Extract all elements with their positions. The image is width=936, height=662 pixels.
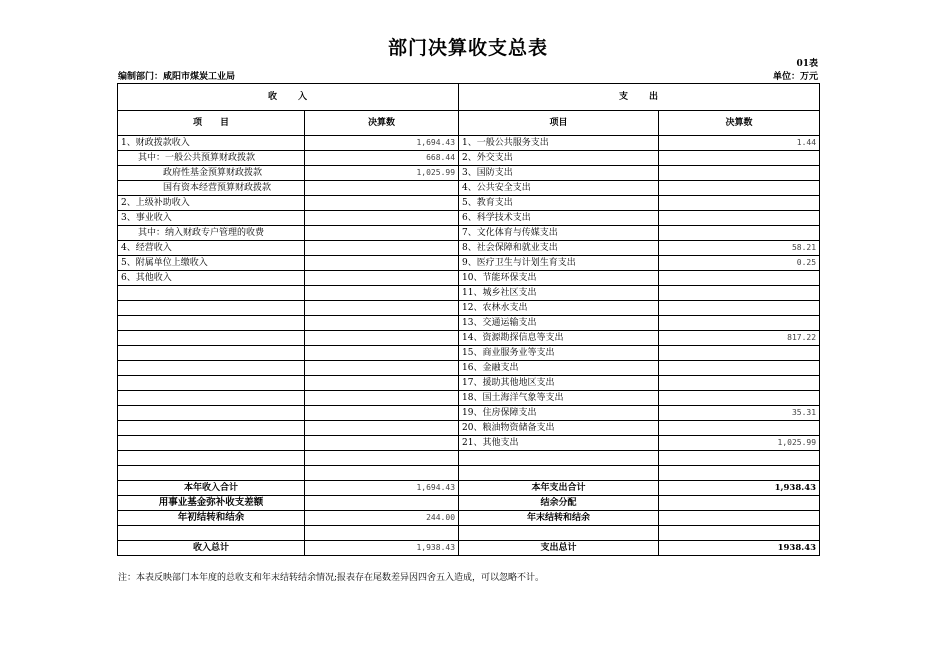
expense-item: 12、农林水支出 xyxy=(459,301,659,316)
expense-item: 7、文化体育与传媒支出 xyxy=(459,226,659,241)
income-item xyxy=(118,316,305,331)
income-item: 其中：纳入财政专户管理的收费 xyxy=(118,226,305,241)
income-item-header: 项 目 xyxy=(118,111,305,136)
income-item: 3、事业收入 xyxy=(118,211,305,226)
expense-value xyxy=(659,421,820,436)
expense-item: 10、节能环保支出 xyxy=(459,271,659,286)
table-row xyxy=(118,391,820,406)
income-total-value: 1,694.43 xyxy=(305,481,459,496)
income-value xyxy=(305,196,459,211)
income-item xyxy=(118,421,305,436)
income-item: 国有资本经营预算财政拨款 xyxy=(118,181,305,196)
expense-value xyxy=(659,451,820,466)
grand-total-row xyxy=(118,541,820,556)
expense-item: 2、外交支出 xyxy=(459,151,659,166)
income-value xyxy=(305,466,459,481)
fund-value xyxy=(305,496,459,511)
page-title: 部门决算收支总表 xyxy=(387,37,548,59)
income-value xyxy=(305,256,459,271)
income-value xyxy=(305,226,459,241)
expense-item: 19、住房保障支出 xyxy=(459,406,659,421)
table-row xyxy=(118,331,820,346)
expense-value xyxy=(659,466,820,481)
expense-item: 18、国土海洋气象等支出 xyxy=(459,391,659,406)
expense-value xyxy=(659,391,820,406)
income-value xyxy=(305,271,459,286)
income-section-header: 收 入 xyxy=(118,84,459,111)
expense-item: 11、城乡社区支出 xyxy=(459,286,659,301)
income-item: 5、附属单位上缴收入 xyxy=(118,256,305,271)
expense-item: 13、交通运输支出 xyxy=(459,316,659,331)
expense-value xyxy=(659,211,820,226)
fund-row xyxy=(118,496,820,511)
income-value xyxy=(305,361,459,376)
expense-value xyxy=(659,361,820,376)
table-row xyxy=(118,256,820,271)
income-item xyxy=(118,436,305,451)
table-row xyxy=(118,421,820,436)
income-value: 1,025.99 xyxy=(305,166,459,181)
income-value xyxy=(305,211,459,226)
table-code: 01表 xyxy=(796,59,818,69)
expense-item: 3、国防支出 xyxy=(459,166,659,181)
expense-value xyxy=(659,226,820,241)
income-item: 6、其他收入 xyxy=(118,271,305,286)
table-row xyxy=(118,301,820,316)
expense-item xyxy=(459,466,659,481)
income-value xyxy=(305,331,459,346)
fund-label: 用事业基金弥补收支差额 xyxy=(118,496,305,511)
income-value xyxy=(305,181,459,196)
expense-value xyxy=(659,166,820,181)
expense-value xyxy=(659,196,820,211)
expense-item: 21、其他支出 xyxy=(459,436,659,451)
expense-total-value: 1,938.43 xyxy=(659,481,820,496)
unit-label: 单位：万元 xyxy=(772,72,818,82)
income-total-label: 本年收入合计 xyxy=(118,481,305,496)
income-item xyxy=(118,466,305,481)
expense-value: 58.21 xyxy=(659,241,820,256)
income-value xyxy=(305,301,459,316)
end-balance-value xyxy=(659,511,820,526)
table-row xyxy=(118,196,820,211)
income-value xyxy=(305,376,459,391)
income-item: 1、财政拨款收入 xyxy=(118,136,305,151)
expense-item: 14、资源勘探信息等支出 xyxy=(459,331,659,346)
table-row xyxy=(118,151,820,166)
table-row xyxy=(118,226,820,241)
expense-item: 15、商业服务业等支出 xyxy=(459,346,659,361)
expense-section-header: 支 出 xyxy=(459,84,820,111)
income-item xyxy=(118,331,305,346)
expense-amount-header: 决算数 xyxy=(659,111,820,136)
begin-balance-value: 244.00 xyxy=(305,511,459,526)
income-item xyxy=(118,361,305,376)
blank-row xyxy=(118,526,820,541)
income-item xyxy=(118,286,305,301)
expense-item: 8、社会保障和就业支出 xyxy=(459,241,659,256)
expense-item: 16、金融支出 xyxy=(459,361,659,376)
expense-item: 5、教育支出 xyxy=(459,196,659,211)
expense-value: 1,025.99 xyxy=(659,436,820,451)
expense-item: 1、一般公共服务支出 xyxy=(459,136,659,151)
carryover-row xyxy=(118,511,820,526)
expense-value xyxy=(659,346,820,361)
expense-value xyxy=(659,151,820,166)
income-item xyxy=(118,391,305,406)
expense-item-header: 项目 xyxy=(459,111,659,136)
income-value xyxy=(305,391,459,406)
surplus-distribution-label: 结余分配 xyxy=(459,496,659,511)
income-value xyxy=(305,286,459,301)
income-item xyxy=(118,376,305,391)
table-row xyxy=(118,181,820,196)
income-item xyxy=(118,406,305,421)
expense-value xyxy=(659,271,820,286)
expense-item: 17、援助其他地区支出 xyxy=(459,376,659,391)
expense-value: 0.25 xyxy=(659,256,820,271)
grand-expense-value: 1938.43 xyxy=(659,541,820,556)
table-row xyxy=(118,346,820,361)
total-row xyxy=(118,481,820,496)
expense-item: 6、科学技术支出 xyxy=(459,211,659,226)
income-value xyxy=(305,241,459,256)
table-row xyxy=(118,271,820,286)
income-value: 668.44 xyxy=(305,151,459,166)
expense-item: 4、公共安全支出 xyxy=(459,181,659,196)
grand-expense-label: 支出总计 xyxy=(459,541,659,556)
income-value xyxy=(305,406,459,421)
table-row xyxy=(118,136,820,151)
begin-balance-label: 年初结转和结余 xyxy=(118,511,305,526)
expense-item xyxy=(459,451,659,466)
table-row xyxy=(118,286,820,301)
table-row xyxy=(118,376,820,391)
table-row xyxy=(118,166,820,181)
income-item xyxy=(118,451,305,466)
income-item: 4、经营收入 xyxy=(118,241,305,256)
table-row xyxy=(118,361,820,376)
income-value xyxy=(305,451,459,466)
table-row xyxy=(118,451,820,466)
table-row xyxy=(118,211,820,226)
income-value xyxy=(305,421,459,436)
expense-value xyxy=(659,286,820,301)
expense-item: 9、医疗卫生与计划生育支出 xyxy=(459,256,659,271)
income-item: 政府性基金预算财政拨款 xyxy=(118,166,305,181)
expense-total-label: 本年支出合计 xyxy=(459,481,659,496)
income-amount-header: 决算数 xyxy=(305,111,459,136)
expense-value: 817.22 xyxy=(659,331,820,346)
table-row xyxy=(118,436,820,451)
table-row xyxy=(118,466,820,481)
income-value: 1,694.43 xyxy=(305,136,459,151)
grand-income-value: 1,938.43 xyxy=(305,541,459,556)
expense-value xyxy=(659,316,820,331)
income-value xyxy=(305,316,459,331)
income-value xyxy=(305,436,459,451)
dept-label: 编制部门：咸阳市煤炭工业局 xyxy=(118,72,236,82)
expense-value: 35.31 xyxy=(659,406,820,421)
footnote: 注：本表反映部门本年度的总收支和年末结转结余情况;报表存在尾数差异因四舍五入造成，可以忽略不计。 xyxy=(118,573,545,583)
income-value xyxy=(305,346,459,361)
expense-value xyxy=(659,181,820,196)
income-item xyxy=(118,346,305,361)
grand-income-label: 收入总计 xyxy=(118,541,305,556)
budget-table xyxy=(117,83,820,556)
expense-item: 20、粮油物资储备支出 xyxy=(459,421,659,436)
income-item: 2、上级补助收入 xyxy=(118,196,305,211)
table-row xyxy=(118,316,820,331)
table-row xyxy=(118,241,820,256)
surplus-distribution-value xyxy=(659,496,820,511)
income-item xyxy=(118,301,305,316)
table-row xyxy=(118,406,820,421)
income-item: 其中：一般公共预算财政拨款 xyxy=(118,151,305,166)
expense-value: 1.44 xyxy=(659,136,820,151)
end-balance-label: 年末结转和结余 xyxy=(459,511,659,526)
expense-value xyxy=(659,301,820,316)
expense-value xyxy=(659,376,820,391)
